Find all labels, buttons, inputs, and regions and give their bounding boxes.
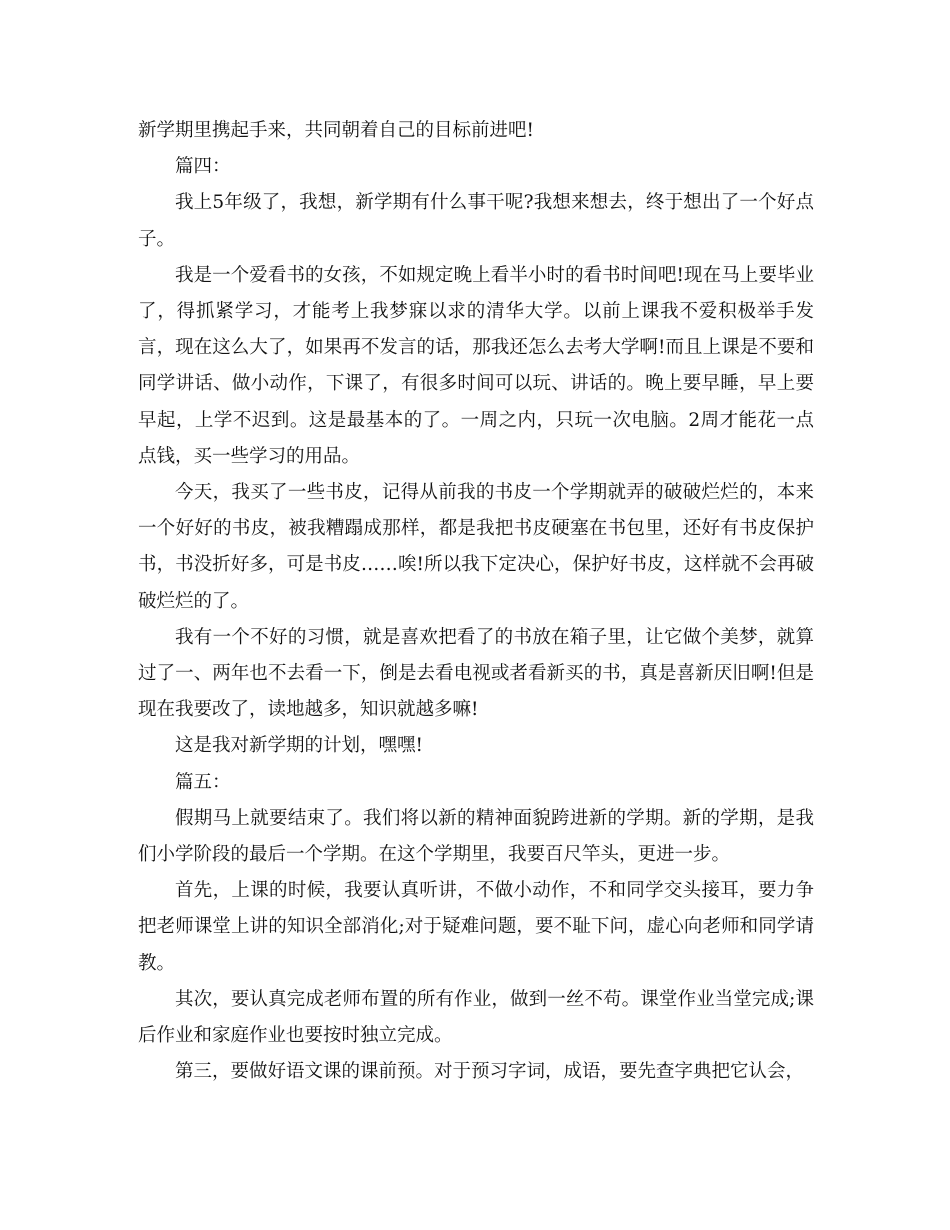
paragraph: 假期马上就要结束了。我们将以新的精神面貌跨进新的学期。新的学期，是我们小学阶段的最后一个学期。在这个学期里，我要百尺竿头，更进一步。 — [138, 807, 814, 866]
paragraph: 这是我对新学期的计划，嘿嘿! — [175, 735, 423, 757]
paragraph: 新学期里携起手来，共同朝着自己的目标前进吧! — [138, 120, 534, 141]
document-body — [138, 113, 814, 1090]
paragraph: 我上5年级了，我想，新学期有什么事干呢?我想来想去，终于想出了一个好点子。 — [138, 192, 814, 250]
section-heading: 篇五： — [175, 771, 231, 793]
paragraph: 今天，我买了一些书皮，记得从前我的书皮一个学期就弄的破破烂烂的，本来一个好好的书皮，被我糟蹋成那样，都是我把书皮硬塞在书包里，还好有书皮保护书，书没折好多，可是书皮……唉!所以我下定决心，保护好书皮，这样就不会再破破烂烂的了。 — [138, 482, 814, 612]
paragraph: 第三，要做好语文课的课前预。对于预习字词，成语，要先查字典把它认会， — [175, 1061, 805, 1083]
paragraph: 我有一个不好的习惯，就是喜欢把看了的书放在箱子里，让它做个美梦，就算过了一、两年也不去看一下，倒是去看电视或者看新买的书，真是喜新厌旧啊!但是现在我要改了，读地越多，知识就越多嘛! — [138, 626, 814, 721]
section-heading: 篇四： — [175, 156, 231, 178]
paragraph: 我是一个爱看书的女孩，不如规定晚上看半小时的看书时间吧!现在马上要毕业了，得抓紧学习，才能考上我梦寐以求的清华大学。以前上课我不爱积极举手发言，现在这么大了，如果再不发言的话，那我还怎么去考大学啊!而且上课是不要和同学讲话、做小动作，下课了，有很多时间可以玩、讲话的。晚上要早睡，早上要早起，上学不迟到。这是最基本的了。一周之内，只玩一次电脑。2周才能花一点点钱，买一些学习的用品。 — [138, 264, 814, 467]
paragraph: 首先，上课的时候，我要认真听讲，不做小动作，不和同学交头接耳，要力争把老师课堂上讲的知识全部消化;对于疑难问题，要不耻下问，虚心向老师和同学请教。 — [138, 880, 814, 974]
paragraph: 其次，要认真完成老师布置的所有作业，做到一丝不苟。课堂作业当堂完成;课后作业和家庭作业也要按时独立完成。 — [138, 988, 814, 1047]
